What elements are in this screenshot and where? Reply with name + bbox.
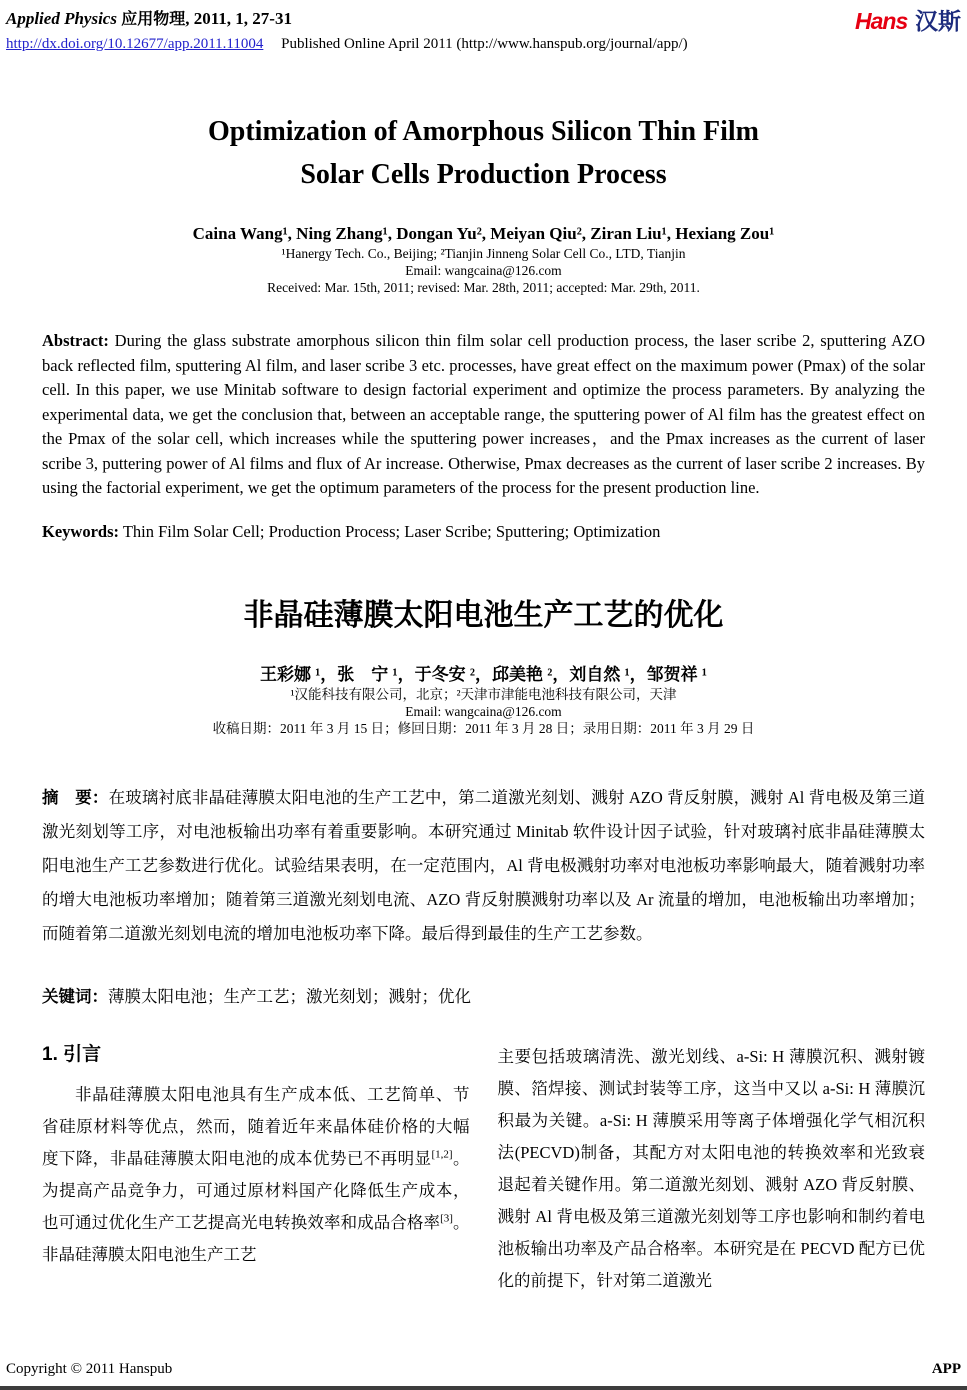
journal-info-block xyxy=(6,8,688,54)
paper-title-line2: Solar Cells Production Process xyxy=(300,159,667,190)
author-names-zh: 王彩娜 ¹，张 宁 ¹，于冬安 ²，邱美艳 ²，刘自然 ¹，邹贺祥 ¹ xyxy=(259,664,708,684)
keywords-label-zh: 关键词： xyxy=(42,986,108,1006)
hans-logo xyxy=(855,8,961,35)
page-header xyxy=(6,8,961,54)
abstract-zh xyxy=(42,781,925,951)
received-line: Received: Mar. 15th, 2011; revised: Mar. 28th, 2011; accepted: Mar. 29th, 2011. xyxy=(267,280,700,295)
journal-name-zh: 应用物理 xyxy=(121,11,186,28)
author-names-en: Caina Wang¹, Ning Zhang¹, Dongan Yu², Meiyan Qiu², Ziran Liu¹, Hexiang Zou¹ xyxy=(192,224,775,243)
keywords-text-en: Thin Film Solar Cell; Production Process; Laser Scribe; Sputtering; Optimization xyxy=(119,521,661,541)
journal-abbrev-label: APP xyxy=(931,1361,961,1377)
abstract-text-zh: 在玻璃衬底非晶硅薄膜太阳电池的生产工艺中，第二道激光刻划、溅射 AZO 背反射膜，溅射 Al 背电极及第三道激光刻划等工序，对电池板输出功率有着重要影响。本研究通过 Minitab 软件设计因子试验，针对玻璃衬底非晶硅薄膜太阳电池生产工艺参数进行优化。试验结果表明，在一定范围内，Al 背电极溅射功率对电池板功率影响最大，随着溅射功率的增大电池板功率增加；随着第三道激光刻划电流、AZO 背反射膜溅射功率以及 Ar 流量的增加，电池板输出功率增加；而随着第二道激光刻划电流的增加电池板功率下降。最后得到最佳的生产工艺参数。 xyxy=(42,787,925,943)
intro-paragraph-left: 非晶硅薄膜太阳电池具有生产成本低、工艺简单、节省硅原材料等优点，然而，随着近年来晶体硅价格的大幅度下降，非晶硅薄膜太阳电池的成本优势已不再明显[1,2]。为提高产品竞争力，可通过原材料国产化降低生产成本，也可通过优化生产工艺提高光电转换效率和成品合格率[3]。非晶硅薄膜太阳电池生产工艺 xyxy=(42,1084,470,1264)
keywords-label-en: Keywords: xyxy=(42,521,119,541)
dates-line-zh: 收稿日期：2011 年 3 月 15 日；修回日期：2011 年 3 月 28 日；录用日期：2011 年 3 月 29 日 xyxy=(212,720,755,736)
intro-paragraph-right: 主要包括玻璃清洗、激光划线、a-Si: H 薄膜沉积、溅射镀膜、箔焊接、测试封装等工序，这当中又以 a-Si: H 薄膜沉积最为关键。a-Si: H 薄膜采用等离子体增强化学气相沉积法(PECVD)制备，其配方对太阳电池的转换效率和光致衰退起着关键作用。第二道激光刻划、溅射 AZO 背反射膜、溅射 Al 背电极及第三道激光刻划等工序也影响和制约着电池板输出功率及产品合格率。本研究是在 PECVD 配方已优化的前提下，针对第二道激光 xyxy=(497,1046,925,1290)
journal-issue-info: , 2011, 1, 27-31 xyxy=(185,9,292,28)
intro-left-column xyxy=(42,1041,470,1297)
authors-block-zh xyxy=(42,663,925,737)
journal-name-en: Applied Physics xyxy=(6,9,117,28)
affiliation-en: ¹Hanergy Tech. Co., Beijing; ²Tianjin Jinneng Solar Cell Co., LTD, Tianjin xyxy=(281,246,686,261)
affiliation-zh: ¹汉能科技有限公司，北京；²天津市津能电池科技有限公司，天津 xyxy=(290,686,677,702)
copyright-text: Copyright © 2011 Hanspub xyxy=(6,1361,173,1377)
keywords-zh xyxy=(42,985,925,1009)
abstract-label-zh: 摘 要： xyxy=(42,787,109,807)
hans-logo-chinese: 汉斯 xyxy=(915,8,961,34)
intro-columns xyxy=(42,1041,925,1297)
published-online-text: Published Online April 2011 (http://www.hanspub.org/journal/app/) xyxy=(281,36,688,52)
journal-title-line xyxy=(6,8,688,31)
paper-title-line1: Optimization of Amorphous Silicon Thin Film xyxy=(207,116,760,147)
doi-link[interactable]: http://dx.doi.org/10.12677/app.2011.11004 xyxy=(6,36,264,52)
email-line-en: Email: wangcaina@126.com xyxy=(405,263,562,278)
hans-logo-wordmark: Hans xyxy=(855,8,908,34)
doi-row xyxy=(6,35,688,54)
abstract-text-en: During the glass substrate amorphous silicon thin film solar cell production process, the laser scribe 2, sputtering AZO back reflected film, sputtering Al film, and laser scribe 3 etc. processes, have great effect on the maximum power (Pmax) of the solar cell. In this paper, we use Minitab software to design factorial experiment and optimize the process parameters. By analyzing the experimental data, we get the conclusion that, between an acceptable range, the sputtering power of Al film has the greatest effect on the Pmax of the solar cell, which increases while the sputtering power increases，and the Pmax increases as the current of laser scribe 3, puttering power of Al films and flux of Ar increase. Otherwise, Pmax decreases as the current of laser scribe 2 increases. By using the factorial experiment, we get the optimum parameters of the process for the present production line. xyxy=(42,331,925,497)
authors-block-en xyxy=(42,223,925,296)
intro-right-column xyxy=(498,1041,926,1297)
paper-title-en xyxy=(42,110,925,196)
keywords-text-zh: 薄膜太阳电池；生产工艺；激光刻划；溅射；优化 xyxy=(108,986,471,1006)
page-footer xyxy=(6,1361,961,1378)
keywords-en xyxy=(42,520,925,544)
abstract-label-en: Abstract: xyxy=(42,331,109,350)
email-line-zh: Email: wangcaina@126.com xyxy=(405,703,562,719)
paper-title-zh: 非晶硅薄膜太阳电池生产工艺的优化 xyxy=(243,598,724,632)
page-bottom-edge xyxy=(0,1386,967,1390)
section-heading-introduction: 1. 引言 xyxy=(42,1043,102,1065)
abstract-en xyxy=(42,329,925,501)
